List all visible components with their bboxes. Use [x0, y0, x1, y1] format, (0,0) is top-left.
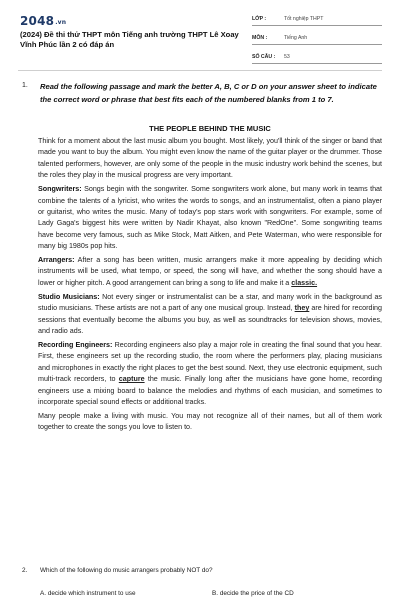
- highlight-capture: capture: [118, 375, 145, 384]
- paragraph-songwriters: Songwriters: Songs begin with the songwriter. Some songwriters work alone, but many work in teams that combine the talents of a lyricist, who writes the words to songs, and an instrumentalist, often a piano player or guitarist, who writes the music. Many of today's pop stars work with songwriters. For example, some of Lady Gaga's biggest hits were written by Nadir Khayat, also known "RedOne". Some songwriting teams have become very famous, such as Mike Stock, Matt Aitken, and Pete Waterman, who were responsible for many big 1980s pop hits.: [38, 185, 382, 251]
- highlight-they: they: [294, 304, 310, 313]
- question-1: [22, 80, 382, 106]
- paragraph-studio-musicians: Studio Musicians: Not every singer or instrumentalist can be a star, and many work in the background as studio musicians. These artists are not a part of any one musical group. Instead, they are hired for recording sessions that eventually become the albums you buy, as well as soundtracks for television shows, movies, and radio ads.: [38, 292, 382, 335]
- question-text: Which of the following do music arrangers probably NOT do?: [40, 567, 213, 574]
- exam-meta: [252, 14, 382, 71]
- passage-title: THE PEOPLE BEHIND THE MUSIC: [149, 124, 271, 133]
- page-header: [0, 0, 400, 66]
- paragraph-recording-engineers: Recording Engineers: Recording engineers also play a major role in creating the final sound that you hear. First, these engineers set up the recording studio, the room where the performers play, placing musicians and microphones in exactly the right places to get the best sound. Next, they use electronic equipment, such multi-track recorders, to capture the music. Finally long after the musicians have gone home, recording engineers use a mixing board to balance the melodies and rhythms of each musician, and sometimes to incorporate special sound effects or additional tracks.: [38, 340, 382, 406]
- highlight-classic: classic.: [291, 278, 318, 287]
- question-number: 1.: [22, 82, 28, 89]
- passage-outro: Many people make a living with music. You may not recognize all of their names, but all of them work together to create the songs you love to listen to.: [38, 411, 382, 432]
- question-instruction: Read the following passage and mark the better A, B, C or D on your answer sheet to indicate the correct word or phrase that best fits each of the numbered blanks from 1 to 7.: [40, 82, 377, 104]
- meta-row-question-count: SỐ CÂU : 53: [252, 52, 382, 64]
- meta-row-subject: MÔN : Tiếng Anh: [252, 33, 382, 45]
- meta-row-class: LỚP : Tốt nghiệp THPT: [252, 14, 382, 26]
- question-number: 2.: [22, 567, 28, 574]
- exam-title: (2024) Đề thi thử THPT môn Tiếng anh trường THPT Lê Xoay Vĩnh Phúc lần 2 có đáp án: [20, 30, 239, 49]
- paragraph-arrangers: Arrangers: After a song has been written, music arrangers make it more appealing by deciding which instruments will be used, what tempo, or speed, the song will have, and whether the song should have a lower or higher pitch. A good arrangement can bring a song to life and make it a classic.: [38, 256, 382, 287]
- header-divider: [18, 70, 382, 71]
- reading-passage: [38, 124, 382, 436]
- passage-intro: Think for a moment about the last music album you bought. Most likely, you'll think of the singer or band that made you want to buy the album. You might even know the name of the guitar player or the drummer. Those talented performers, however, are only some of the people in the music industry work behind the scenes, but the roles they play in the musical progress are very important.: [38, 137, 382, 180]
- option-b[interactable]: B. decide the price of the CD: [212, 590, 294, 597]
- option-a[interactable]: A. decide which instrument to use: [40, 590, 136, 597]
- site-logo[interactable]: 2048.vn: [20, 14, 67, 28]
